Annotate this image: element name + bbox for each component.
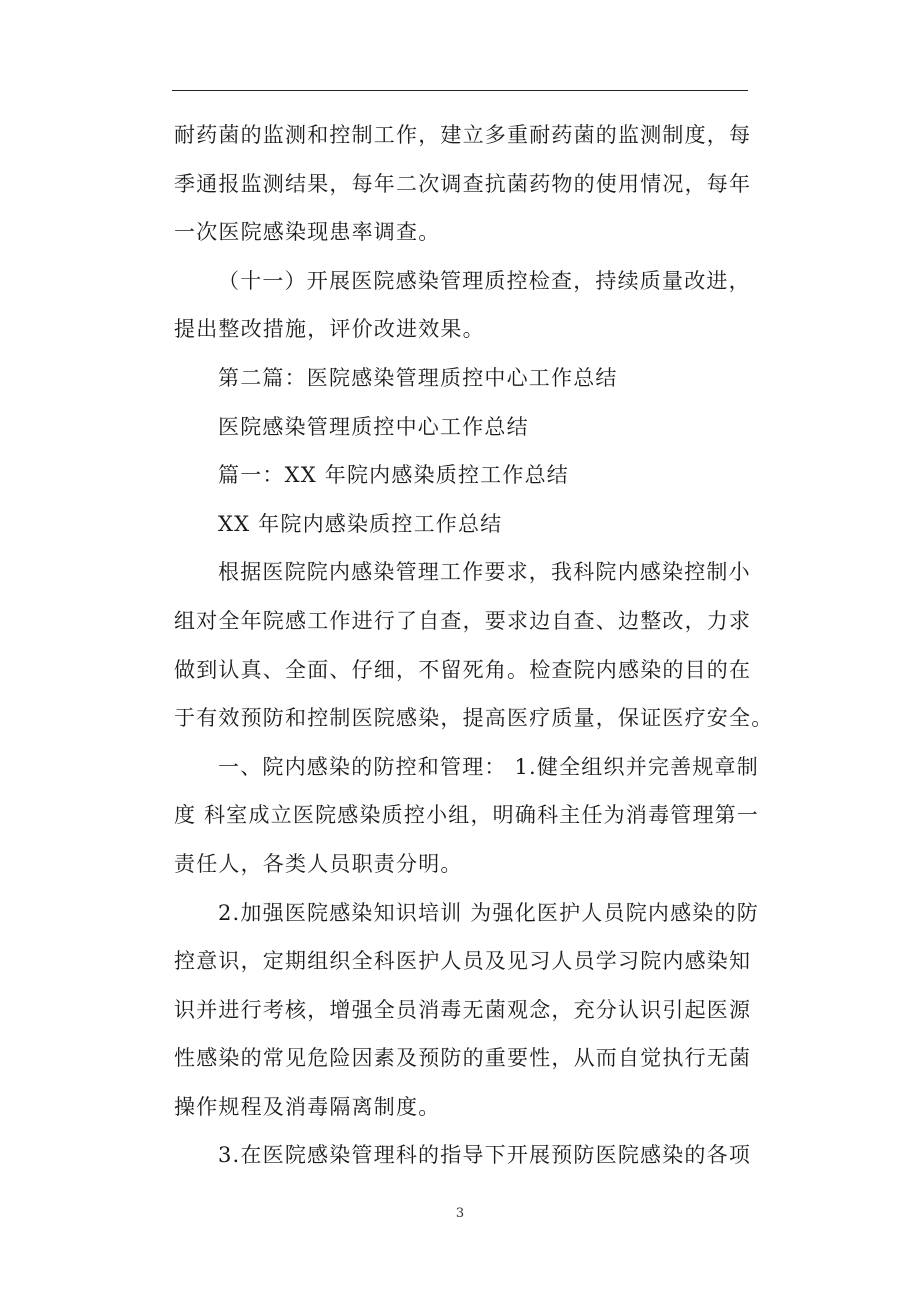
text-line: （十一）开展医院感染管理质控检查，持续质量改进， [218,268,751,293]
text-line: 耐药菌的监测和控制工作，建立多重耐药菌的监测制度，每 [174,123,752,147]
text-line: 提出整改措施，评价改进效果。 [174,317,485,342]
text-line: 做到认真、全面、仔细，不留死角。检查院内感染的目的在 [174,657,752,682]
text-line: 季通报监测结果，每年二次调查抗菌药物的使用情况，每年 [174,171,752,196]
section-heading: 医院感染管理质控中心工作总结 [218,414,529,439]
text-line: 一次医院感染现患率调查。 [174,220,441,245]
text-line: 3.在医院感染管理科的指导下开展预防医院感染的各项 [218,1143,752,1168]
text-line: 度 科室成立医院感染质控小组，明确科主任为消毒管理第一 [174,803,760,828]
section-heading: XX 年院内感染质控工作总结 [218,511,503,536]
text-line: 控意识，定期组织全科医护人员及见习人员学习院内感染知 [174,949,752,974]
text-line: 识并进行考核，增强全员消毒无菌观念，充分认识引起医源 [174,997,752,1022]
text-line: 于有效预防和控制医院感染，提高医疗质量，保证医疗安全。 [174,706,774,731]
text-line: 责任人，各类人员职责分明。 [174,851,463,876]
document-body [174,111,774,1180]
text-line: 性感染的常见危险因素及预防的重要性，从而自觉执行无菌 [174,1046,752,1071]
section-heading: 第二篇：医院感染管理质控中心工作总结 [218,365,618,390]
section-heading: 篇一：XX 年院内感染质控工作总结 [218,463,569,488]
text-line: 2.加强医院感染知识培训 为强化医护人员院内感染的防 [218,900,759,925]
page-number: 3 [455,1206,465,1221]
text-line: 操作规程及消毒隔离制度。 [174,1094,441,1119]
header-rule [172,90,748,91]
text-line: 根据医院院内感染管理工作要求，我科院内感染控制小 [218,560,751,585]
text-line: 一、院内感染的防控和管理： 1.健全组织并完善规章制 [218,754,759,779]
text-line: 组对全年院感工作进行了自查，要求边自查、边整改，力求 [174,608,752,633]
